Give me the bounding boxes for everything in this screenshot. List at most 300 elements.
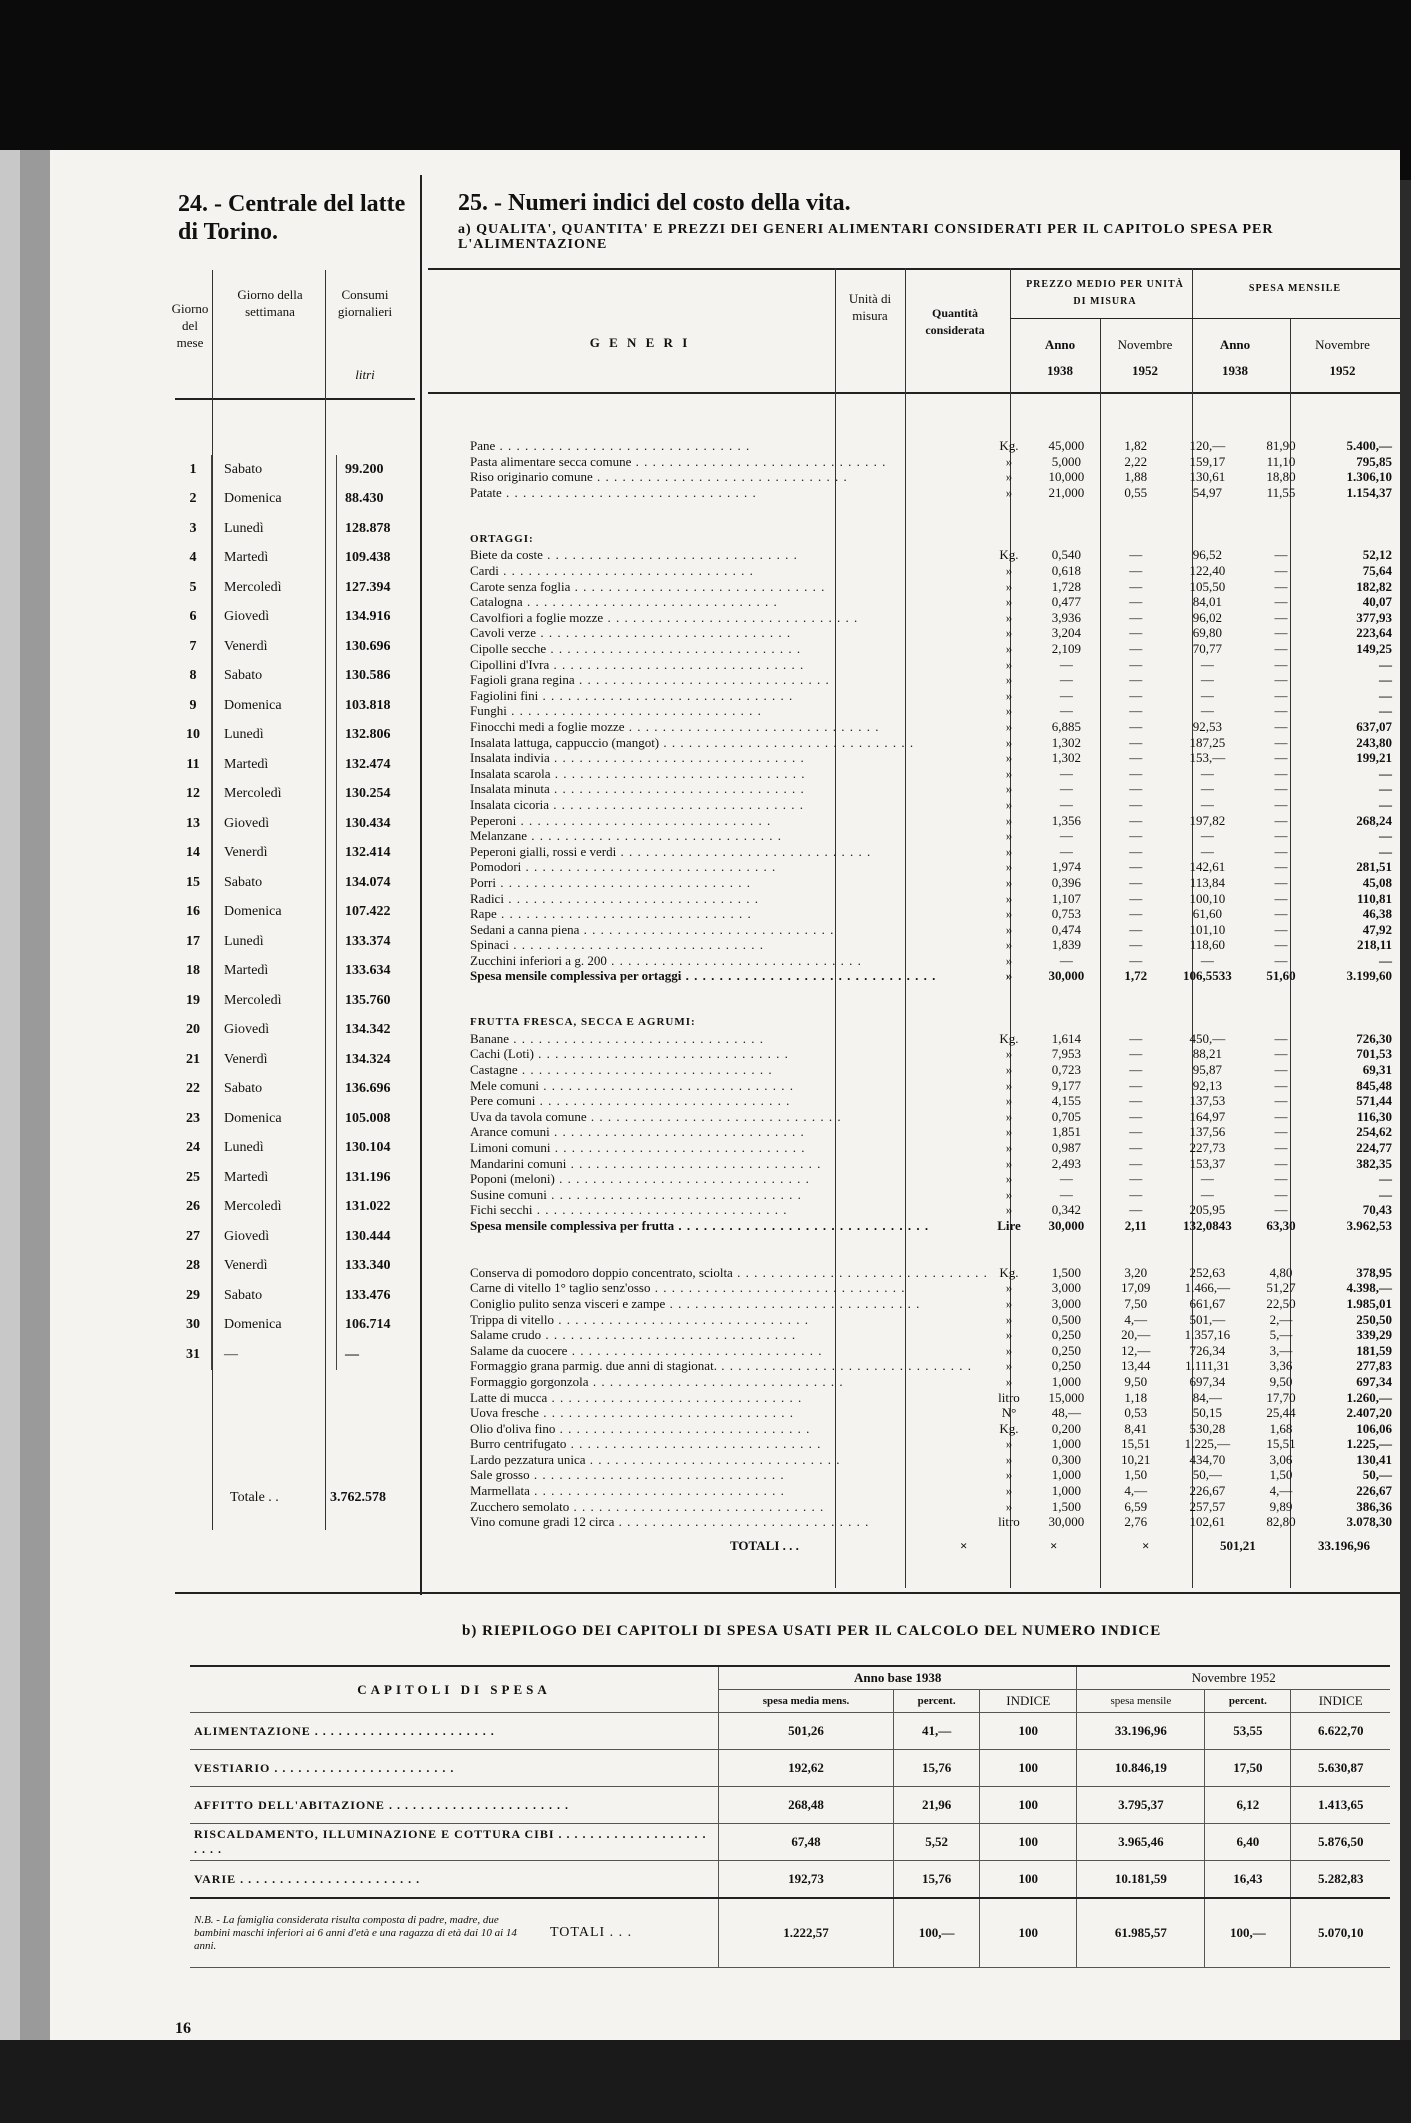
summary-value-cell: 67,48 bbox=[719, 1824, 894, 1861]
quantity-cell: — bbox=[1059, 1186, 1073, 1202]
table-row bbox=[175, 1193, 415, 1223]
category-cell: FRUTTA FRESCA, SECCA E AGRUMI: bbox=[470, 1016, 696, 1029]
price-1938-cell: — bbox=[1129, 718, 1143, 734]
summary-value-cell: 10.846,19 bbox=[1077, 1750, 1205, 1787]
spend-1952-cell: 5.400,— bbox=[1346, 438, 1392, 454]
day-cell: 14 bbox=[175, 839, 212, 869]
price-1938-cell: — bbox=[1129, 1186, 1143, 1202]
consumption-cell: 132.474 bbox=[345, 756, 391, 772]
table-row bbox=[468, 656, 1398, 672]
price-1952-cell: 106,5533 bbox=[1183, 968, 1232, 984]
left-total-value: 3.762.578 bbox=[330, 1490, 386, 1505]
spend-1952-cell: 3.078,30 bbox=[1346, 1514, 1392, 1530]
quantity-cell: 1,500 bbox=[1051, 1264, 1081, 1280]
unit-cell: » bbox=[1005, 828, 1013, 844]
quantity-cell: 0,987 bbox=[1051, 1140, 1081, 1156]
price-1938-cell: — bbox=[1129, 859, 1143, 875]
table-row bbox=[468, 1093, 1398, 1109]
spend-1938-cell: — bbox=[1274, 1046, 1288, 1062]
price-1952-cell: 130,61 bbox=[1189, 469, 1226, 485]
main-header-1952-price: 1952 bbox=[1132, 363, 1158, 378]
summary-value-cell: 268,48 bbox=[719, 1787, 894, 1824]
item-name-cell: Insalata cicoria . . . bbox=[468, 797, 990, 813]
item-name-cell: Castagne . . . bbox=[468, 1062, 990, 1078]
summary-value-cell: 41,— bbox=[894, 1713, 980, 1750]
price-1938-cell: — bbox=[1129, 828, 1143, 844]
spend-1938-cell: — bbox=[1274, 1155, 1288, 1171]
item-name-cell: Marmellata . . . bbox=[468, 1483, 990, 1499]
weekday-cell: Sabato bbox=[212, 1075, 337, 1105]
quantity-cell: 0,540 bbox=[1051, 547, 1081, 563]
price-1952-cell: 101,10 bbox=[1189, 921, 1226, 937]
chapter-cell: AFFITTO DELL'ABITAZIONE . . . bbox=[190, 1787, 719, 1824]
spend-1938-cell: — bbox=[1274, 796, 1288, 812]
unit-cell: » bbox=[1005, 687, 1013, 703]
item-name-cell: Riso originario comune . . . bbox=[468, 469, 990, 485]
table-row bbox=[468, 968, 1398, 984]
summary-value-cell: 100 bbox=[980, 1750, 1077, 1787]
spend-1938-cell: — bbox=[1274, 703, 1288, 719]
item-name-cell: Coniglio pulito senza visceri e zampe . . . bbox=[468, 1296, 990, 1312]
spend-1952-cell: 47,92 bbox=[1362, 921, 1392, 937]
table-row bbox=[468, 765, 1398, 781]
quantity-cell: 7,953 bbox=[1051, 1046, 1081, 1062]
consumption-cell: 107.422 bbox=[345, 904, 391, 920]
main-totals-sn: 33.196,96 bbox=[1318, 1538, 1370, 1553]
spacer-row bbox=[468, 999, 1398, 1015]
spend-1938-cell: — bbox=[1274, 1062, 1288, 1078]
spend-1952-cell: 378,95 bbox=[1356, 1264, 1392, 1280]
day-cell: 23 bbox=[175, 1104, 212, 1134]
spend-1952-cell: 726,30 bbox=[1356, 1030, 1392, 1046]
summary-value-cell: 17,50 bbox=[1205, 1750, 1291, 1787]
quantity-cell: — bbox=[1059, 656, 1073, 672]
table-row bbox=[468, 1452, 1398, 1468]
chapter-cell: VARIE . . . bbox=[190, 1861, 719, 1899]
weekday-cell: Giovedì bbox=[212, 603, 337, 633]
spend-1938-cell: — bbox=[1274, 1202, 1288, 1218]
item-name-cell: Funghi . . . bbox=[468, 703, 990, 719]
spend-1938-cell: — bbox=[1274, 843, 1288, 859]
price-1938-cell: — bbox=[1129, 625, 1143, 641]
summary-header-c5: percent. bbox=[1205, 1690, 1291, 1713]
spend-1952-cell: 571,44 bbox=[1356, 1093, 1392, 1109]
category-cell: ORTAGGI: bbox=[470, 532, 534, 545]
summary-value-cell: 21,96 bbox=[894, 1787, 980, 1824]
item-name-cell: Fichi secchi . . . bbox=[468, 1202, 990, 1218]
main-header-mid-rule bbox=[1010, 318, 1400, 319]
unit-cell: » bbox=[1005, 968, 1013, 984]
day-cell: 8 bbox=[175, 662, 212, 692]
price-1938-cell: 9,50 bbox=[1124, 1373, 1148, 1389]
unit-cell: » bbox=[1005, 765, 1013, 781]
item-name-cell: Radici . . . bbox=[468, 890, 990, 906]
price-1952-cell: 153,— bbox=[1189, 750, 1226, 766]
price-1952-cell: 187,25 bbox=[1189, 734, 1226, 750]
weekday-cell: Venerdì bbox=[212, 839, 337, 869]
table-row bbox=[468, 641, 1398, 657]
item-name-cell: Insalata scarola . . . bbox=[468, 765, 990, 781]
day-cell: 25 bbox=[175, 1163, 212, 1193]
left-header-rule bbox=[175, 398, 415, 400]
spend-1952-cell: 697,34 bbox=[1356, 1373, 1392, 1389]
spend-1938-cell: — bbox=[1274, 921, 1288, 937]
table-row bbox=[175, 632, 415, 662]
price-1938-cell: 4,— bbox=[1124, 1311, 1148, 1327]
unit-cell: » bbox=[1005, 796, 1013, 812]
unit-cell: N° bbox=[1001, 1405, 1017, 1421]
unit-cell: » bbox=[1005, 812, 1013, 828]
summary-value-cell: 501,26 bbox=[719, 1713, 894, 1750]
scan-edge-left bbox=[0, 150, 22, 2123]
unit-cell: » bbox=[1005, 578, 1013, 594]
consumption-cell: 99.200 bbox=[345, 461, 384, 477]
left-header-day: Giorno del mese bbox=[171, 301, 209, 350]
item-name-cell: Peperoni . . . bbox=[468, 812, 990, 828]
price-1952-cell: 88,21 bbox=[1192, 1046, 1222, 1062]
spend-1952-cell: 218,11 bbox=[1356, 937, 1392, 953]
main-header-unit: Unità di misura bbox=[848, 291, 892, 323]
summary-value-cell: 100 bbox=[980, 1861, 1077, 1899]
spend-1938-cell: — bbox=[1274, 687, 1288, 703]
unit-cell: » bbox=[1005, 921, 1013, 937]
weekday-cell: Domenica bbox=[212, 1104, 337, 1134]
spend-1938-cell: — bbox=[1274, 859, 1288, 875]
summary-note: N.B. - La famiglia considerata risulta composta di padre, madre, due bambini maschi inferiori ai 6 anni d'età e una ragazza di età dai 10 ai 14 anni. bbox=[194, 1913, 517, 1952]
item-name-cell: Uova fresche . . . bbox=[468, 1405, 990, 1421]
price-1938-cell: — bbox=[1129, 594, 1143, 610]
spend-1952-cell: 277,83 bbox=[1356, 1358, 1392, 1374]
spend-1938-cell: 63,30 bbox=[1266, 1217, 1296, 1233]
consumption-cell: 130.254 bbox=[345, 786, 391, 802]
unit-cell: » bbox=[1005, 1327, 1013, 1343]
table-row bbox=[468, 734, 1398, 750]
quantity-cell: — bbox=[1059, 952, 1073, 968]
price-1938-cell: — bbox=[1129, 1124, 1143, 1140]
item-name-cell: Cavolfiori a foglie mozze . . . bbox=[468, 610, 990, 626]
table-row bbox=[468, 1218, 1398, 1234]
main-header-qty: Quantità considerata bbox=[925, 306, 985, 337]
price-1952-cell: 227,73 bbox=[1189, 1140, 1226, 1156]
weekday-cell: Sabato bbox=[212, 1281, 337, 1311]
table-row bbox=[190, 1861, 1390, 1899]
day-cell: 6 bbox=[175, 603, 212, 633]
consumption-cell: 136.696 bbox=[345, 1081, 391, 1097]
unit-cell: » bbox=[1005, 1093, 1013, 1109]
consumption-cell: 134.342 bbox=[345, 1022, 391, 1038]
day-cell: 19 bbox=[175, 986, 212, 1016]
item-name-cell: Poponi (meloni) . . . bbox=[468, 1171, 990, 1187]
main-header-1938-spend: 1938 bbox=[1222, 363, 1248, 378]
table-row bbox=[175, 485, 415, 515]
day-cell: 17 bbox=[175, 927, 212, 957]
summary-subtitle: b) RIEPILOGO DEI CAPITOLI DI SPESA USATI PER IL CALCOLO DEL NUMERO INDICE bbox=[462, 1623, 1162, 1639]
table-row bbox=[468, 454, 1398, 470]
table-row bbox=[468, 672, 1398, 688]
table-row bbox=[468, 1124, 1398, 1140]
price-1952-cell: 530,28 bbox=[1189, 1420, 1226, 1436]
quantity-cell: 1,728 bbox=[1051, 578, 1081, 594]
unit-cell: » bbox=[1005, 937, 1013, 953]
item-name-cell: Lardo pezzatura unica . . . bbox=[468, 1452, 990, 1468]
spend-1938-cell: 3,— bbox=[1269, 1342, 1293, 1358]
price-1938-cell: — bbox=[1129, 750, 1143, 766]
summary-value-cell: 6,40 bbox=[1205, 1824, 1291, 1861]
item-name-cell: Zucchero semolato . . . bbox=[468, 1498, 990, 1514]
price-1952-cell: 1.357,16 bbox=[1184, 1327, 1231, 1343]
category-row bbox=[468, 1015, 1398, 1031]
price-1952-cell: — bbox=[1200, 828, 1214, 844]
unit-cell: » bbox=[1005, 859, 1013, 875]
price-1952-cell: 122,40 bbox=[1189, 563, 1226, 579]
spend-1938-cell: — bbox=[1274, 952, 1288, 968]
spend-1952-cell: 254,62 bbox=[1356, 1124, 1392, 1140]
consumption-cell: 130.434 bbox=[345, 815, 391, 831]
table-row bbox=[468, 1031, 1398, 1047]
price-1938-cell: 1,50 bbox=[1124, 1467, 1148, 1483]
quantity-cell: 0,477 bbox=[1051, 594, 1081, 610]
unit-cell: » bbox=[1005, 1062, 1013, 1078]
item-name-cell: Sale grosso . . . bbox=[468, 1467, 990, 1483]
spacer-row bbox=[468, 984, 1398, 1000]
spacer-cell bbox=[468, 1249, 1398, 1265]
unit-cell: Kg. bbox=[999, 438, 1019, 454]
quantity-cell: 2,109 bbox=[1051, 641, 1081, 657]
spend-1952-cell: 40,07 bbox=[1362, 594, 1392, 610]
item-name-cell: Patate . . . bbox=[468, 485, 990, 501]
unit-cell: » bbox=[1005, 734, 1013, 750]
quantity-cell: 1,356 bbox=[1051, 812, 1081, 828]
summary-value-cell: 5.630,87 bbox=[1291, 1750, 1390, 1787]
spend-1938-cell: 51,60 bbox=[1266, 968, 1296, 984]
price-1938-cell: 1,88 bbox=[1124, 469, 1148, 485]
table-row bbox=[175, 957, 415, 987]
spend-1938-cell: — bbox=[1274, 937, 1288, 953]
price-1938-cell: — bbox=[1129, 765, 1143, 781]
price-1952-cell: 137,56 bbox=[1189, 1124, 1226, 1140]
table-row bbox=[468, 937, 1398, 953]
table-row bbox=[468, 1498, 1398, 1514]
unit-cell: » bbox=[1005, 1311, 1013, 1327]
unit-cell: » bbox=[1005, 485, 1013, 501]
spend-1938-cell: 9,89 bbox=[1269, 1498, 1293, 1514]
table-row bbox=[468, 1311, 1398, 1327]
spend-1952-cell: — bbox=[1379, 781, 1392, 797]
spend-1952-cell: 182,82 bbox=[1356, 578, 1392, 594]
table-row bbox=[175, 809, 415, 839]
spend-1952-cell: — bbox=[1379, 843, 1392, 859]
price-1952-cell: 697,34 bbox=[1189, 1373, 1226, 1389]
unit-cell: » bbox=[1005, 469, 1013, 485]
item-name-cell: Trippa di vitello . . . bbox=[468, 1311, 990, 1327]
table-row bbox=[190, 1750, 1390, 1787]
table-row bbox=[175, 721, 415, 751]
main-header-1952-spend: 1952 bbox=[1329, 363, 1356, 378]
spacer-cell bbox=[468, 984, 1398, 1000]
spend-1952-cell: 1.154,37 bbox=[1346, 485, 1392, 501]
quantity-cell: 0,705 bbox=[1051, 1108, 1081, 1124]
price-1938-cell: — bbox=[1129, 890, 1143, 906]
spend-1952-cell: 116,30 bbox=[1356, 1108, 1392, 1124]
price-1952-cell: 1.111,31 bbox=[1185, 1358, 1230, 1374]
table-row bbox=[175, 1045, 415, 1075]
table-row bbox=[175, 1016, 415, 1046]
day-cell: 24 bbox=[175, 1134, 212, 1164]
table-row bbox=[175, 662, 415, 692]
item-name-cell: Cipollini d'Ivra . . . bbox=[468, 656, 990, 672]
table-row bbox=[468, 1109, 1398, 1125]
consumption-cell: 131.196 bbox=[345, 1169, 391, 1185]
price-1938-cell: — bbox=[1129, 781, 1143, 797]
unit-cell: » bbox=[1005, 718, 1013, 734]
main-header-1938-price: 1938 bbox=[1047, 363, 1073, 378]
spend-1938-cell: — bbox=[1274, 594, 1288, 610]
item-name-cell: Insalata indivia . . . bbox=[468, 750, 990, 766]
unit-cell: » bbox=[1005, 641, 1013, 657]
summary-value-cell: 6.622,70 bbox=[1291, 1713, 1390, 1750]
spend-1952-cell: 795,85 bbox=[1356, 453, 1392, 469]
table-row bbox=[468, 843, 1398, 859]
spacer-row bbox=[468, 500, 1398, 516]
spend-1952-cell: 50,— bbox=[1362, 1467, 1392, 1483]
price-1952-cell: 100,10 bbox=[1189, 890, 1226, 906]
price-1938-cell: — bbox=[1129, 734, 1143, 750]
price-1952-cell: 159,17 bbox=[1189, 453, 1226, 469]
table-row bbox=[468, 1514, 1398, 1530]
spend-1952-cell: — bbox=[1379, 687, 1392, 703]
item-name-cell: Peperoni gialli, rossi e verdi . . . bbox=[468, 843, 990, 859]
price-1952-cell: — bbox=[1200, 765, 1214, 781]
spend-1938-cell: 81,90 bbox=[1266, 438, 1296, 454]
quantity-cell: — bbox=[1059, 828, 1073, 844]
quantity-cell: 15,000 bbox=[1048, 1389, 1085, 1405]
price-1952-cell: 69,80 bbox=[1192, 625, 1222, 641]
day-cell: 20 bbox=[175, 1016, 212, 1046]
summary-value-cell: 192,62 bbox=[719, 1750, 894, 1787]
unit-cell: » bbox=[1005, 1186, 1013, 1202]
consumption-cell: 135.760 bbox=[345, 992, 391, 1008]
summary-total-label: TOTALI . . . bbox=[550, 1925, 633, 1940]
price-1938-cell: — bbox=[1129, 796, 1143, 812]
table-row bbox=[468, 1264, 1398, 1280]
spend-1952-cell: 268,24 bbox=[1356, 812, 1392, 828]
spend-1938-cell: 25,44 bbox=[1266, 1405, 1296, 1421]
spend-1938-cell: — bbox=[1274, 1124, 1288, 1140]
table-row bbox=[468, 719, 1398, 735]
summary-value-cell: 6,12 bbox=[1205, 1787, 1291, 1824]
summary-value-cell: 10.181,59 bbox=[1077, 1861, 1205, 1899]
spend-1938-cell: — bbox=[1274, 734, 1288, 750]
quantity-cell: 0,723 bbox=[1051, 1062, 1081, 1078]
spend-1952-cell: 2.407,20 bbox=[1346, 1405, 1392, 1421]
table-row bbox=[175, 898, 415, 928]
unit-cell: » bbox=[1005, 1373, 1013, 1389]
price-1952-cell: 50,— bbox=[1192, 1467, 1222, 1483]
quantity-cell: — bbox=[1059, 796, 1073, 812]
unit-cell: » bbox=[1005, 563, 1013, 579]
unit-cell: » bbox=[1005, 453, 1013, 469]
spend-1938-cell: 51,27 bbox=[1266, 1280, 1296, 1296]
spacer-row bbox=[468, 1233, 1398, 1249]
table-row bbox=[175, 603, 415, 633]
weekday-cell: Giovedì bbox=[212, 1016, 337, 1046]
weekday-cell: Martedì bbox=[212, 544, 337, 574]
spacer-row bbox=[468, 1249, 1398, 1265]
quantity-cell: 1,000 bbox=[1051, 1373, 1081, 1389]
unit-cell: » bbox=[1005, 906, 1013, 922]
quantity-cell: 0,500 bbox=[1051, 1311, 1081, 1327]
table-row bbox=[468, 1296, 1398, 1312]
quantity-cell: — bbox=[1059, 672, 1073, 688]
price-1938-cell: — bbox=[1129, 672, 1143, 688]
unit-cell: » bbox=[1005, 1155, 1013, 1171]
table-row bbox=[468, 1155, 1398, 1171]
unit-cell: » bbox=[1005, 952, 1013, 968]
quantity-cell: 1,000 bbox=[1051, 1483, 1081, 1499]
item-name-cell: Spesa mensile complessiva per frutta . . . bbox=[468, 1218, 990, 1234]
price-1952-cell: 197,82 bbox=[1189, 812, 1226, 828]
item-name-cell: Pere comuni . . . bbox=[468, 1093, 990, 1109]
day-cell: 13 bbox=[175, 809, 212, 839]
spacer-cell bbox=[468, 1233, 1398, 1249]
spend-1952-cell: 637,07 bbox=[1356, 718, 1392, 734]
section-divider-rule bbox=[175, 1592, 1400, 1594]
main-totals-a: × bbox=[1050, 1538, 1058, 1553]
consumption-cell: 109.438 bbox=[345, 550, 391, 566]
quantity-cell: 3,000 bbox=[1051, 1280, 1081, 1296]
unit-cell: » bbox=[1005, 1140, 1013, 1156]
table-row bbox=[175, 1163, 415, 1193]
table-row bbox=[468, 578, 1398, 594]
spend-1938-cell: — bbox=[1274, 563, 1288, 579]
item-name-cell: Spinaci . . . bbox=[468, 937, 990, 953]
quantity-cell: 0,250 bbox=[1051, 1358, 1081, 1374]
item-name-cell: Pane . . . bbox=[468, 438, 990, 454]
item-name-cell: Cachi (Loti) . . . bbox=[468, 1046, 990, 1062]
left-header-weekday: Giorno della settimana bbox=[237, 287, 303, 319]
spend-1952-cell: — bbox=[1379, 828, 1392, 844]
unit-cell: » bbox=[1005, 1171, 1013, 1187]
quantity-cell: 3,936 bbox=[1051, 609, 1081, 625]
left-consumption-table bbox=[175, 455, 415, 1370]
day-cell: 1 bbox=[175, 455, 212, 485]
spend-1938-cell: — bbox=[1274, 1171, 1288, 1187]
price-1938-cell: 17,09 bbox=[1121, 1280, 1151, 1296]
spend-1938-cell: — bbox=[1274, 625, 1288, 641]
spend-1952-cell: — bbox=[1379, 656, 1392, 672]
item-name-cell: Porri . . . bbox=[468, 875, 990, 891]
main-header-nov-spend: Novembre bbox=[1315, 337, 1370, 352]
spend-1952-cell: 1.260,— bbox=[1346, 1389, 1392, 1405]
spend-1938-cell: — bbox=[1274, 641, 1288, 657]
table-row bbox=[468, 1187, 1398, 1203]
consumption-cell: 130.104 bbox=[345, 1140, 391, 1156]
day-cell: 12 bbox=[175, 780, 212, 810]
spend-1938-cell: 3,36 bbox=[1269, 1358, 1293, 1374]
price-1952-cell: 142,61 bbox=[1189, 859, 1226, 875]
item-name-cell: Uva da tavola comune . . . bbox=[468, 1109, 990, 1125]
column-divider bbox=[420, 175, 422, 1595]
table-row bbox=[175, 839, 415, 869]
spend-1952-cell: — bbox=[1379, 952, 1392, 968]
item-name-cell: Pasta alimentare secca comune . . . bbox=[468, 454, 990, 470]
spend-1952-cell: 243,80 bbox=[1356, 734, 1392, 750]
quantity-cell: 2,493 bbox=[1051, 1155, 1081, 1171]
spend-1938-cell: — bbox=[1274, 906, 1288, 922]
table-row bbox=[468, 781, 1398, 797]
main-header-bottom-rule bbox=[428, 392, 1400, 394]
quantity-cell: 1,851 bbox=[1051, 1124, 1081, 1140]
